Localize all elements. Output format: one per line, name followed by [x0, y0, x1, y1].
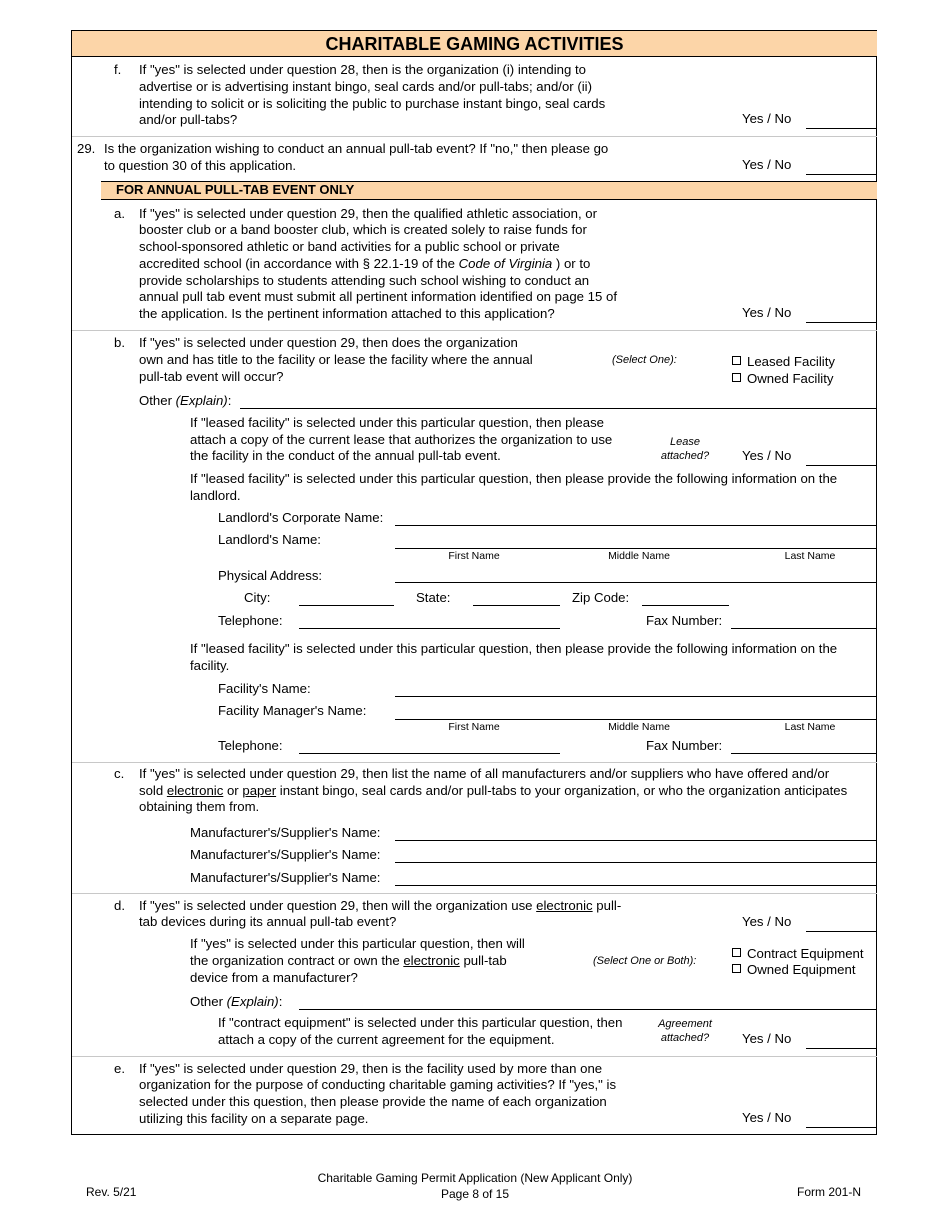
q28f-line2: advertise or is advertising instant bingo, seal cards and/or pull-tabs; and/or (ii) [139, 79, 592, 94]
middle-name-caption: Middle Name [608, 721, 670, 733]
q29b-line1: If "yes" is selected under question 29, then does the organization [139, 335, 518, 350]
lease-attached-caption-2: attached? [660, 450, 710, 462]
contract-line1: If "contract equipment" is selected under this particular question, then [218, 1015, 623, 1030]
supplier-field-3[interactable] [395, 885, 877, 886]
q29a-letter: a. [114, 206, 125, 221]
agreement-attached-caption-2: attached? [660, 1032, 710, 1044]
checkbox-icon [732, 356, 741, 365]
footer-title: Charitable Gaming Permit Application (New Applicant Only) [317, 1171, 633, 1185]
q29e-line2: organization for the purpose of conducting charitable gaming activities? If "yes," is [139, 1077, 617, 1092]
state-label: State: [416, 590, 451, 605]
landlord-corp-label: Landlord's Corporate Name: [218, 510, 384, 525]
lease-answer-field[interactable] [806, 465, 877, 466]
q29a-line3: school-sponsored athletic or band activities for a public school or private [139, 239, 560, 254]
landlord-fax-label: Fax Number: [646, 613, 723, 628]
q29b-line2: own and has title to the facility or lease the facility where the annual [139, 352, 533, 367]
leased-facility-checkbox[interactable]: Leased Facility [732, 354, 835, 369]
lease-line3: the facility in the conduct of the annual pull-tab event. [190, 448, 501, 463]
q29d-sub-line1: If "yes" is selected under this particular question, then will [190, 936, 525, 951]
q29c-line1: If "yes" is selected under question 29, then list the name of all manufacturers and/or suppliers who have offered and/or [139, 766, 830, 781]
q29c-line2: sold electronic or paper instant bingo, seal cards and/or pull-tabs to your organization, or who the organization anticipates [139, 783, 848, 798]
q28f-line4: and/or pull-tabs? [139, 112, 238, 127]
q29a-line7: the application. Is the pertinent information attached to this application? [139, 306, 555, 321]
q29-yes-no: Yes / No [742, 157, 792, 172]
divider [72, 893, 877, 894]
supplier-field-2[interactable] [395, 862, 877, 863]
physical-address-field[interactable] [395, 582, 877, 583]
q29a-line4: accredited school (in accordance with § 22.1-19 of the Code of Virginia ) or to [139, 256, 591, 271]
owned-equipment-checkbox[interactable]: Owned Equipment [732, 962, 856, 977]
last-name-caption: Last Name [784, 721, 836, 733]
facility-telephone-label: Telephone: [218, 738, 283, 753]
q29-line1: Is the organization wishing to conduct an annual pull-tab event? If "no," then please go [104, 141, 609, 156]
facility-manager-label: Facility Manager's Name: [218, 703, 367, 718]
city-field[interactable] [299, 605, 394, 606]
lease-line1: If "leased facility" is selected under this particular question, then please [190, 415, 605, 430]
q29d-select-both: (Select One or Both): [593, 955, 697, 967]
facility-telephone-field[interactable] [299, 753, 560, 754]
checkbox-icon [732, 948, 741, 957]
facility-fax-label: Fax Number: [646, 738, 723, 753]
facility-fax-field[interactable] [731, 753, 877, 754]
checkbox-icon [732, 964, 741, 973]
landlord-telephone-field[interactable] [299, 628, 560, 629]
q29b-letter: b. [114, 335, 125, 350]
supplier-field-1[interactable] [395, 840, 877, 841]
supplier-label-1: Manufacturer's/Supplier's Name: [190, 825, 381, 840]
facility-intro-1: If "leased facility" is selected under this particular question, then please provide the following information on the [190, 641, 838, 656]
q29b-other-label: Other (Explain): [139, 393, 232, 408]
supplier-label-2: Manufacturer's/Supplier's Name: [190, 847, 381, 862]
contract-equipment-checkbox[interactable]: Contract Equipment [732, 946, 864, 961]
q29a-yes-no: Yes / No [742, 305, 792, 320]
zip-label: Zip Code: [572, 590, 630, 605]
q29b-line3: pull-tab event will occur? [139, 369, 284, 384]
q29d-line2: tab devices during its annual pull-tab event? [139, 914, 397, 929]
checkbox-icon [732, 373, 741, 382]
q28f-letter: f. [114, 62, 122, 77]
zip-field[interactable] [642, 605, 729, 606]
q29b-other-field[interactable] [240, 408, 877, 409]
landlord-intro-2: landlord. [190, 488, 241, 503]
supplier-label-3: Manufacturer's/Supplier's Name: [190, 870, 381, 885]
q29a-line6: annual pull tab event must submit all pertinent information identified on page 15 of [139, 289, 617, 304]
q29d-letter: d. [114, 898, 125, 913]
q29e-answer-field[interactable] [806, 1127, 877, 1128]
q29d-line1: If "yes" is selected under question 29, then will the organization use electronic pull- [139, 898, 622, 913]
first-name-caption: First Name [448, 721, 500, 733]
footer-revision: Rev. 5/21 [86, 1185, 137, 1199]
footer-form-number: Form 201-N [797, 1185, 862, 1199]
landlord-name-field[interactable] [395, 548, 877, 549]
q29e-letter: e. [114, 1061, 125, 1076]
q29d-yes-no: Yes / No [742, 914, 792, 929]
footer-page-number: Page 8 of 15 [440, 1187, 510, 1201]
agreement-yes-no: Yes / No [742, 1031, 792, 1046]
q29-answer-field[interactable] [806, 174, 877, 175]
physical-address-label: Physical Address: [218, 568, 323, 583]
section-header: CHARITABLE GAMING ACTIVITIES [72, 31, 877, 57]
q29b-select-one: (Select One): [612, 354, 677, 366]
contract-line2: attach a copy of the current agreement for the equipment. [218, 1032, 555, 1047]
lease-line2: attach a copy of the current lease that authorizes the organization to use [190, 432, 613, 447]
annual-pulltab-header: FOR ANNUAL PULL-TAB EVENT ONLY [101, 181, 877, 200]
q29e-line1: If "yes" is selected under question 29, then is the facility used by more than one [139, 1061, 603, 1076]
q29d-other-label: Other (Explain): [190, 994, 283, 1009]
q28f-yes-no: Yes / No [742, 111, 792, 126]
q29a-answer-field[interactable] [806, 322, 877, 323]
q28f-line1: If "yes" is selected under question 28, then is the organization (i) intending to [139, 62, 587, 77]
q29d-answer-field[interactable] [806, 931, 877, 932]
landlord-intro-1: If "leased facility" is selected under this particular question, then please provide the following information on the [190, 471, 838, 486]
divider [72, 136, 877, 137]
q29-number: 29. [77, 141, 96, 156]
agreement-answer-field[interactable] [806, 1048, 877, 1049]
q29e-yes-no: Yes / No [742, 1110, 792, 1125]
q29c-line3: obtaining them from. [139, 799, 260, 814]
q29-line2: to question 30 of this application. [104, 158, 297, 173]
facility-manager-field[interactable] [395, 719, 877, 720]
q29d-sub-line3: device from a manufacturer? [190, 970, 358, 985]
divider [72, 1056, 877, 1057]
q28f-line3: intending to solicit or is soliciting the public to purchase instant bingo, seal cards [139, 96, 606, 111]
lease-attached-caption-1: Lease [670, 436, 700, 448]
agreement-attached-caption-1: Agreement [658, 1018, 712, 1030]
landlord-fax-field[interactable] [731, 628, 877, 629]
q29d-sub-line2: the organization contract or own the electronic pull-tab [190, 953, 507, 968]
middle-name-caption: Middle Name [608, 550, 670, 562]
state-field[interactable] [473, 605, 560, 606]
first-name-caption: First Name [448, 550, 500, 562]
q29e-line3: selected under this question, then please provide the name of each organization [139, 1094, 607, 1109]
landlord-telephone-label: Telephone: [218, 613, 283, 628]
facility-name-label: Facility's Name: [218, 681, 311, 696]
q28f-answer-field[interactable] [806, 128, 877, 129]
q29d-other-field[interactable] [299, 1009, 877, 1010]
q29a-line2: booster club or a band booster club, which is created solely to raise funds for [139, 222, 587, 237]
owned-facility-checkbox[interactable]: Owned Facility [732, 371, 833, 386]
q29a-line5: provide scholarships to students attending such school wishing to conduct an [139, 273, 590, 288]
city-label: City: [244, 590, 271, 605]
divider [72, 762, 877, 763]
landlord-corp-field[interactable] [395, 525, 877, 526]
divider [72, 330, 877, 331]
last-name-caption: Last Name [784, 550, 836, 562]
lease-yes-no: Yes / No [742, 448, 792, 463]
facility-name-field[interactable] [395, 696, 877, 697]
q29e-line4: utilizing this facility on a separate page. [139, 1111, 369, 1126]
q29c-letter: c. [114, 766, 125, 781]
q29a-line1: If "yes" is selected under question 29, then the qualified athletic association, or [139, 206, 598, 221]
landlord-name-label: Landlord's Name: [218, 532, 321, 547]
facility-intro-2: facility. [190, 658, 230, 673]
